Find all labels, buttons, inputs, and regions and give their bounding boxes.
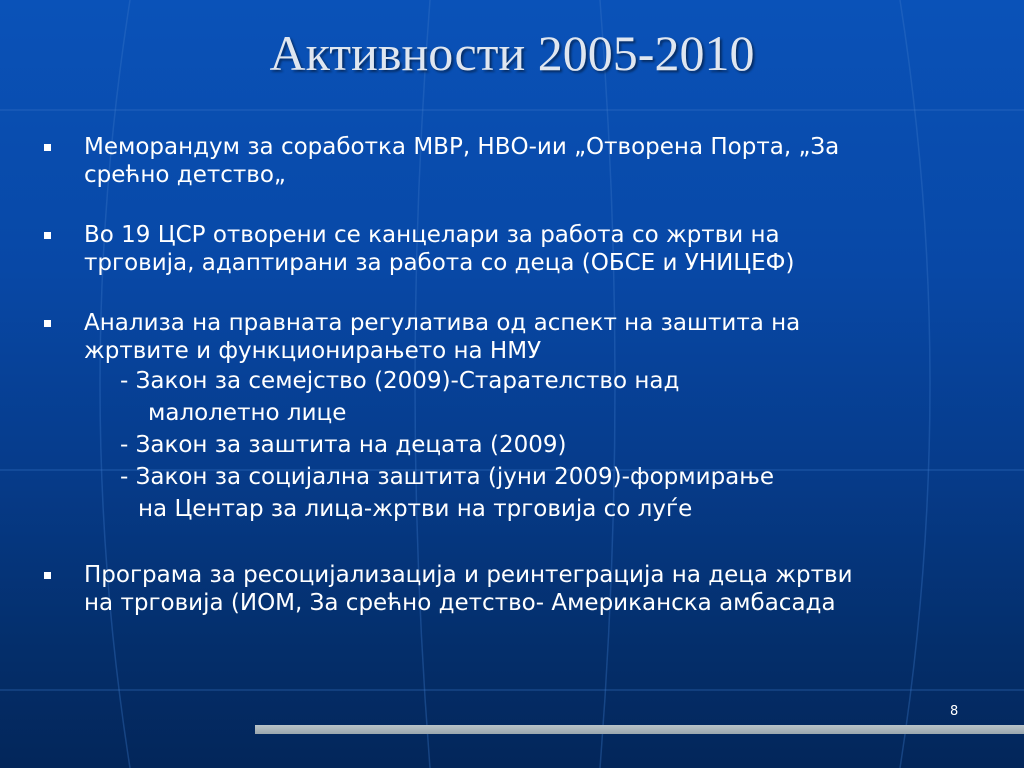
bullet-text-line: жртвите и функционирањето на НМУ — [84, 338, 542, 364]
bullet-item-csr-offices — [44, 221, 1004, 277]
bullet-square-icon — [44, 572, 51, 579]
sub-item-social-protection-law: - Закон за социјална заштита (јуни 2009)-формирање — [120, 464, 775, 490]
sub-item-family-law-continued: малолетно лице — [148, 400, 347, 426]
bullet-square-icon — [44, 232, 51, 239]
bullet-text-line: Програма за ресоцијализација и реинтеграција на деца жртви — [84, 562, 853, 588]
page-number: 8 — [950, 704, 959, 719]
bullet-text-line: Во 19 ЦСР отворени се канцелари за работа со жртви на — [84, 222, 780, 248]
bullet-item-legal-analysis — [44, 309, 1004, 365]
bullet-text-line: на трговија (ИОМ, За срећно детство- Американска амбасада — [84, 590, 836, 616]
slide-title: Активности 2005-2010 — [269, 25, 755, 81]
bullet-item-resocialization-program — [44, 561, 1004, 617]
bullet-square-icon — [44, 320, 51, 327]
slide-content — [44, 133, 1004, 617]
bullet-text-line: трговија, адаптирани за работа со деца (ОБСЕ и УНИЦЕФ) — [84, 250, 795, 276]
sub-item-family-law: - Закон за семејство (2009)-Старателство над — [120, 368, 680, 394]
bullet-square-icon — [44, 144, 51, 151]
sub-item-social-protection-law-continued: на Центар за лица-жртви на трговија со луѓе — [138, 496, 693, 522]
bullet-item-memorandum — [44, 133, 1004, 189]
bullet-text-line: срећно детство„ — [84, 162, 286, 188]
bullet-text-line: Меморандум за соработка МВР, НВО-ии „Отворена Порта, „За — [84, 134, 840, 160]
bullet-text-line: Анализа на правната регулатива од аспект на заштита на — [84, 310, 801, 336]
footer-bar — [255, 725, 1024, 734]
sub-item-child-protection-law: - Закон за заштита на децата (2009) — [120, 432, 567, 458]
